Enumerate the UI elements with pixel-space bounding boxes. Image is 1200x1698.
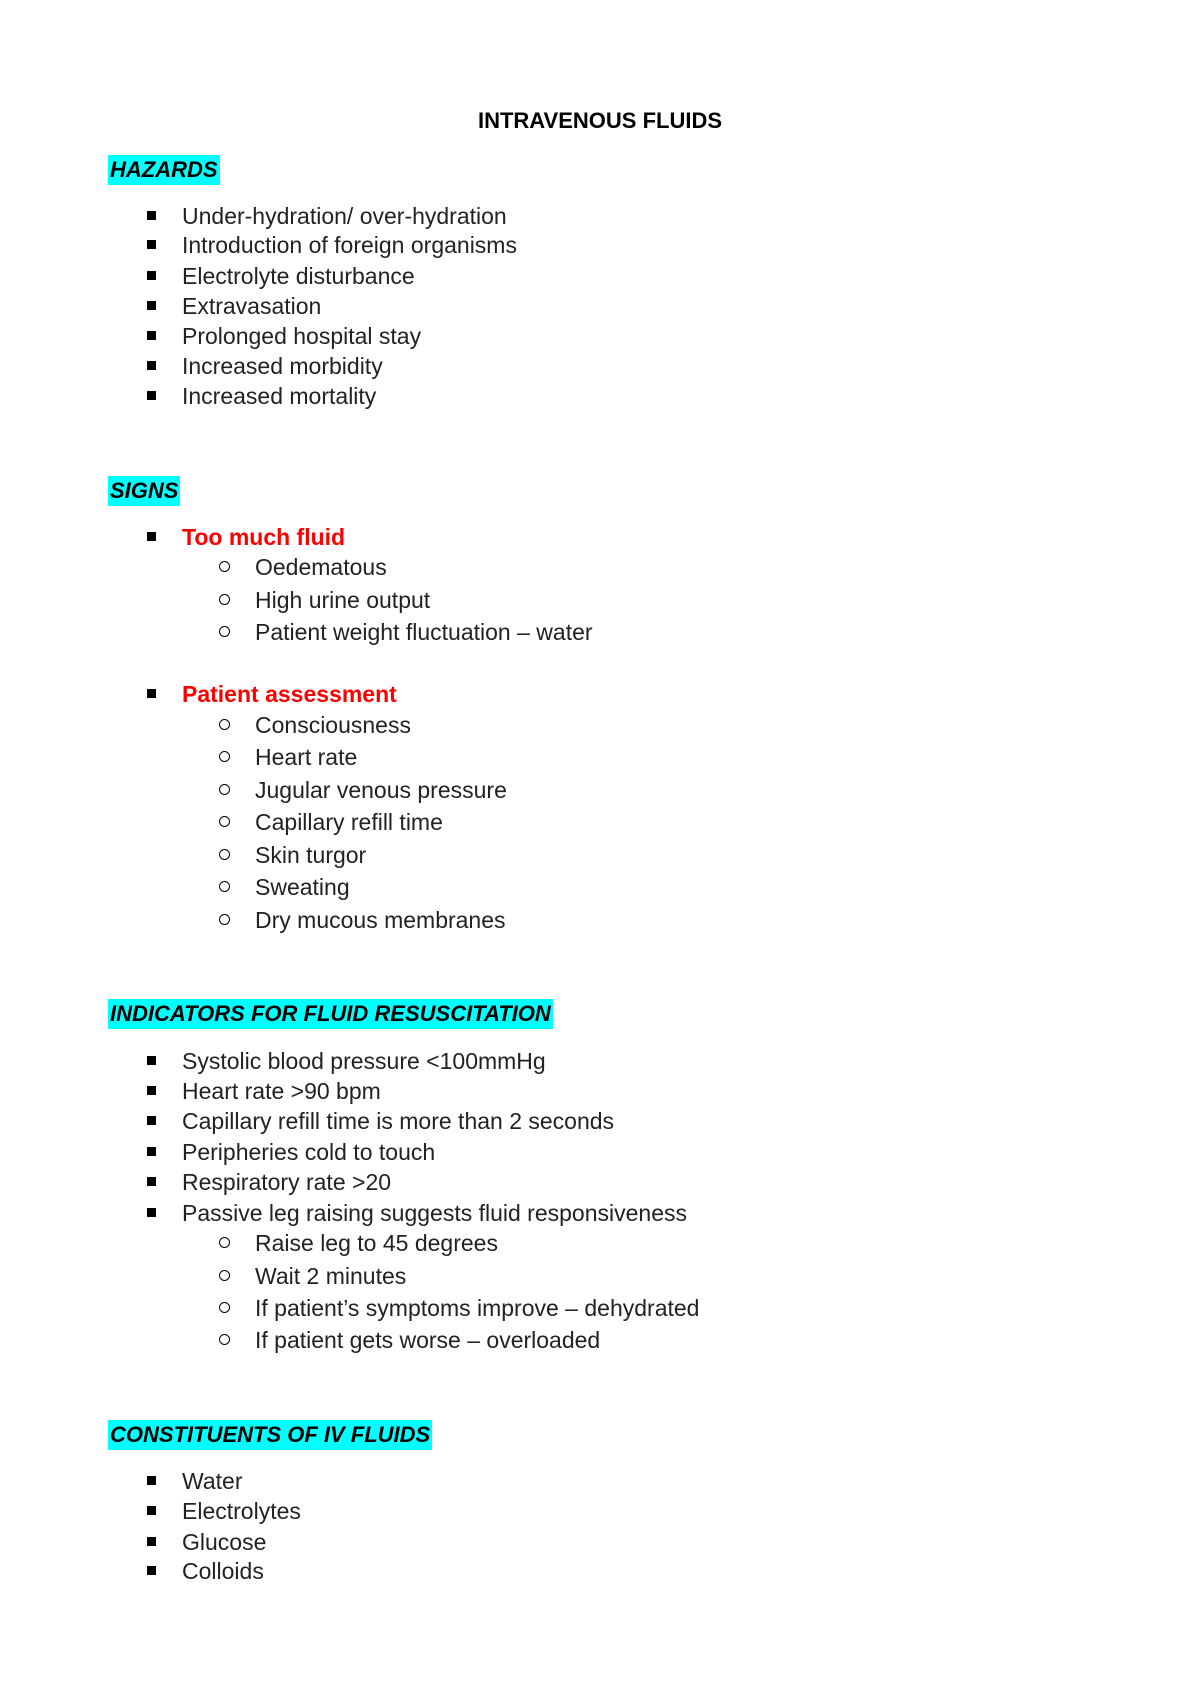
circle-bullet-icon (219, 1237, 230, 1248)
list-item: Capillary refill time is more than 2 seconds (182, 1108, 615, 1134)
list-item: Electrolytes (182, 1498, 301, 1524)
square-bullet-icon (147, 1566, 156, 1575)
circle-bullet-icon (219, 881, 230, 892)
list-item: Raise leg to 45 degrees (255, 1230, 498, 1256)
circle-bullet-icon (219, 594, 230, 605)
too-much-fluid-label: Too much fluid (182, 524, 346, 550)
list-item: Patient weight fluctuation – water (255, 619, 593, 645)
circle-bullet-icon (219, 914, 230, 925)
circle-bullet-icon (219, 1334, 230, 1345)
square-bullet-icon (147, 1208, 156, 1217)
list-item: Oedematous (255, 554, 387, 580)
circle-bullet-icon (219, 1270, 230, 1281)
list-item: Jugular venous pressure (255, 777, 507, 803)
list-item: Increased morbidity (182, 353, 383, 379)
square-bullet-icon (147, 361, 156, 370)
document-title: INTRAVENOUS FLUIDS (477, 108, 723, 133)
square-bullet-icon (147, 689, 156, 698)
square-bullet-icon (147, 211, 156, 220)
square-bullet-icon (147, 1506, 156, 1515)
circle-bullet-icon (219, 626, 230, 637)
list-item: Colloids (182, 1558, 264, 1584)
constituents-heading: CONSTITUENTS OF IV FLUIDS (108, 1420, 432, 1450)
list-item: Skin turgor (255, 842, 367, 868)
list-item: Introduction of foreign organisms (182, 232, 517, 258)
list-item: Extravasation (182, 293, 322, 319)
list-item: Glucose (182, 1529, 267, 1555)
square-bullet-icon (147, 301, 156, 310)
list-item: Water (182, 1468, 243, 1494)
circle-bullet-icon (219, 719, 230, 730)
indicators-heading: INDICATORS FOR FLUID RESUSCITATION (108, 999, 553, 1029)
list-item: Respiratory rate >20 (182, 1169, 392, 1195)
signs-heading: SIGNS (108, 476, 180, 506)
square-bullet-icon (147, 331, 156, 340)
circle-bullet-icon (219, 561, 230, 572)
square-bullet-icon (147, 240, 156, 249)
list-item: Capillary refill time (255, 809, 443, 835)
square-bullet-icon (147, 1116, 156, 1125)
circle-bullet-icon (219, 784, 230, 795)
list-item: Systolic blood pressure <100mmHg (182, 1048, 546, 1074)
circle-bullet-icon (219, 751, 230, 762)
list-item: Passive leg raising suggests fluid responsiveness (182, 1200, 687, 1226)
list-item: If patient’s symptoms improve – dehydrated (255, 1295, 700, 1321)
patient-assessment-label: Patient assessment (182, 681, 397, 707)
list-item: Heart rate >90 bpm (182, 1078, 381, 1104)
list-item: Increased mortality (182, 383, 377, 409)
list-item: Electrolyte disturbance (182, 263, 415, 289)
square-bullet-icon (147, 271, 156, 280)
square-bullet-icon (147, 532, 156, 541)
circle-bullet-icon (219, 849, 230, 860)
list-item: High urine output (255, 587, 431, 613)
square-bullet-icon (147, 391, 156, 400)
list-item: Sweating (255, 874, 350, 900)
list-item: Dry mucous membranes (255, 907, 506, 933)
hazards-heading: HAZARDS (108, 155, 220, 185)
list-item: Consciousness (255, 712, 411, 738)
square-bullet-icon (147, 1147, 156, 1156)
square-bullet-icon (147, 1537, 156, 1546)
square-bullet-icon (147, 1086, 156, 1095)
list-item: Heart rate (255, 744, 358, 770)
square-bullet-icon (147, 1476, 156, 1485)
circle-bullet-icon (219, 1302, 230, 1313)
list-item: Peripheries cold to touch (182, 1139, 436, 1165)
list-item: Prolonged hospital stay (182, 323, 422, 349)
list-item: If patient gets worse – overloaded (255, 1327, 601, 1353)
list-item: Wait 2 minutes (255, 1263, 407, 1289)
list-item: Under-hydration/ over-hydration (182, 203, 507, 229)
square-bullet-icon (147, 1056, 156, 1065)
square-bullet-icon (147, 1177, 156, 1186)
circle-bullet-icon (219, 816, 230, 827)
